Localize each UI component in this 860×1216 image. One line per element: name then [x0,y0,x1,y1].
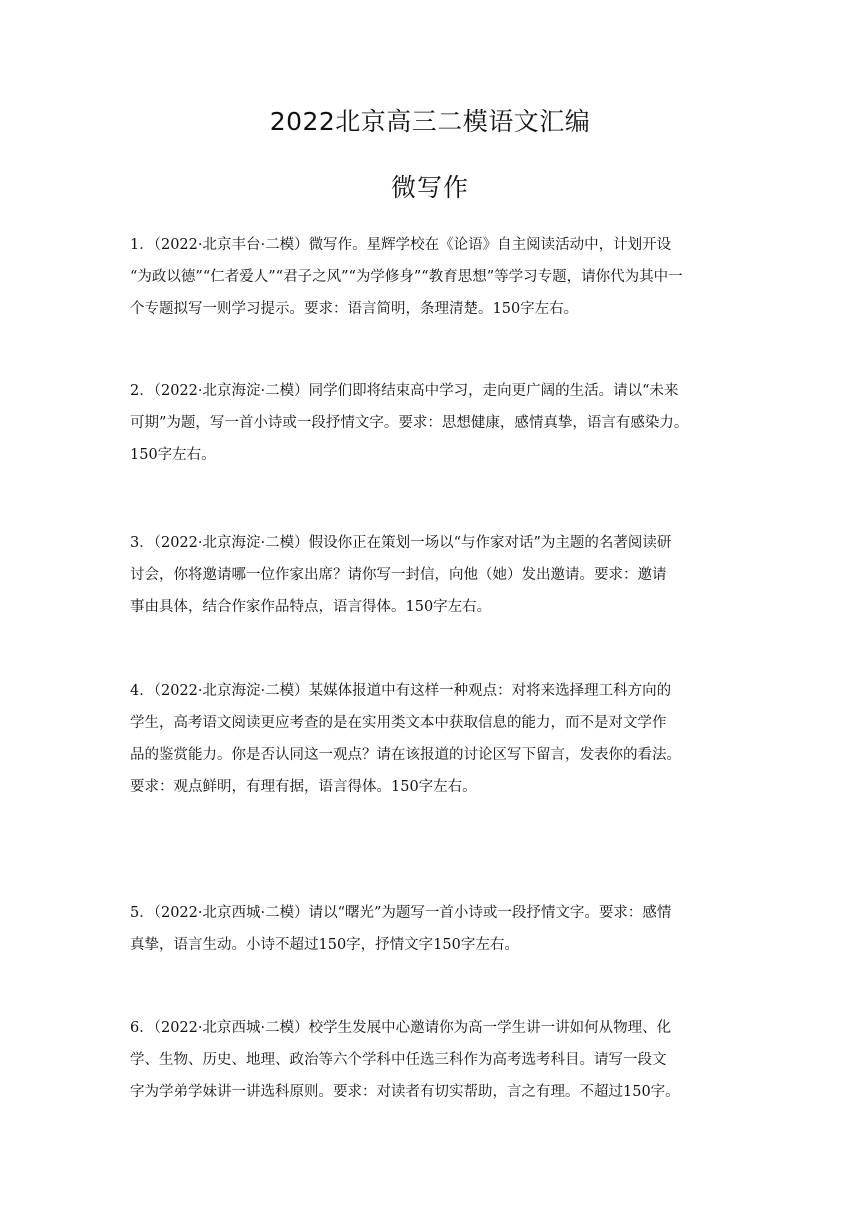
question-2-line-3: 150字左右。 [130,447,216,463]
question-3-line-1: 3．（2022·北京海淀·二模）假设你正在策划一场以“与作家对话”为主题的名著阅读研 [130,535,672,551]
page-title: 2022北京高三二模语文汇编 [269,107,591,136]
question-6-line-1: 6．（2022·北京西城·二模）校学生发展中心邀请你为高一学生讲一讲如何从物理、化 [130,1020,672,1036]
question-6-line-3: 字为学弟学妹讲一讲选科原则。要求：对读者有切实帮助，言之有理。不超过150字。 [130,1084,680,1100]
question-3-line-3: 事由具体，结合作家作品特点，语言得体。150字左右。 [130,599,492,615]
question-1-line-1: 1．（2022·北京丰台·二模）微写作。星辉学校在《论语》自主阅读活动中，计划开设 [130,237,672,253]
question-2-line-1: 2．（2022·北京海淀·二模）同学们即将结束高中学习，走向更广阔的生活。请以“未来 [130,383,679,399]
question-2-line-2: 可期”为题，写一首小诗或一段抒情文字。要求：思想健康，感情真挚，语言有感染力。 [130,415,689,431]
section-title: 微写作 [390,173,469,202]
question-4-line-2: 学生，高考语文阅读更应考查的是在实用类文本中获取信息的能力，而不是对文学作 [130,715,667,731]
question-5-line-2: 真挚，语言生动。小诗不超过150字，抒情文字150字左右。 [130,937,519,953]
question-5 [130,897,740,961]
question-2 [130,375,740,471]
question-4-line-1: 4．（2022·北京海淀·二模）某媒体报道中有这样一种观点：对将来选择理工科方向的 [130,683,672,699]
question-1-line-2: “为政以德”“仁者爱人”“君子之风”“为学修身”“教育思想”等学习专题，请你代为其中一 [130,269,683,285]
question-3-line-2: 讨会，你将邀请哪一位作家出席？请你写一封信，向他（她）发出邀请。要求：邀请 [130,567,667,583]
question-1 [130,229,740,325]
question-1-line-3: 个专题拟写一则学习提示。要求：语言简明，条理清楚。150字左右。 [130,301,579,317]
question-4-line-4: 要求：观点鲜明，有理有据，语言得体。150字左右。 [130,779,477,795]
question-3 [130,527,740,623]
question-4-line-3: 品的鉴赏能力。你是否认同这一观点？请在该报道的讨论区写下留言，发表你的看法。 [130,747,681,763]
question-5-line-1: 5．（2022·北京西城·二模）请以“曙光”为题写一首小诗或一段抒情文字。要求：感情 [130,905,672,921]
question-4 [130,675,740,803]
question-6 [130,1012,740,1108]
question-6-line-2: 学、生物、历史、地理、政治等六个学科中任选三科作为高考选考科目。请写一段文 [130,1052,667,1068]
